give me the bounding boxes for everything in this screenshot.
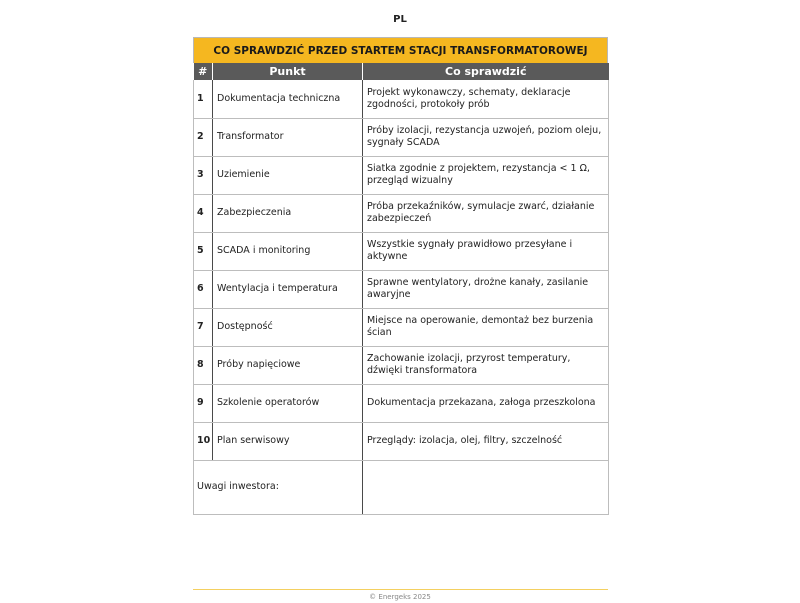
row-check: Projekt wykonawczy, schematy, deklaracje zgodności, protokoły prób — [363, 80, 609, 118]
row-check: Miejsce na operowanie, demontaż bez burzenia ścian — [363, 308, 609, 346]
row-number: 2 — [194, 118, 213, 156]
table-row — [194, 156, 609, 194]
column-header-number: # — [194, 63, 213, 80]
row-point: Wentylacja i temperatura — [213, 270, 363, 308]
table-row — [194, 308, 609, 346]
row-check: Przeglądy: izolacja, olej, filtry, szczelność — [363, 422, 609, 460]
row-point: Szkolenie operatorów — [213, 384, 363, 422]
row-number: 3 — [194, 156, 213, 194]
row-point: Uziemienie — [213, 156, 363, 194]
table-row — [194, 232, 609, 270]
column-header-check: Co sprawdzić — [363, 63, 609, 80]
row-number: 5 — [194, 232, 213, 270]
notes-row — [194, 460, 609, 514]
column-header-point: Punkt — [213, 63, 363, 80]
row-number: 6 — [194, 270, 213, 308]
table-row — [194, 80, 609, 118]
row-check: Wszystkie sygnały prawidłowo przesyłane i aktywne — [363, 232, 609, 270]
row-number: 9 — [194, 384, 213, 422]
row-check: Sprawne wentylatory, drożne kanały, zasilanie awaryjne — [363, 270, 609, 308]
row-number: 4 — [194, 194, 213, 232]
row-point: Dokumentacja techniczna — [213, 80, 363, 118]
row-check: Próba przekaźników, symulacje zwarć, działanie zabezpieczeń — [363, 194, 609, 232]
language-tag: PL — [393, 14, 407, 25]
row-point: Dostępność — [213, 308, 363, 346]
row-point: Próby napięciowe — [213, 346, 363, 384]
row-number: 7 — [194, 308, 213, 346]
table-row — [194, 270, 609, 308]
checklist-table — [193, 63, 609, 515]
row-check: Zachowanie izolacji, przyrost temperatury, dźwięki transformatora — [363, 346, 609, 384]
table-row — [194, 346, 609, 384]
table-body — [194, 80, 609, 514]
notes-field[interactable] — [363, 460, 609, 514]
footer — [0, 584, 800, 603]
table-header — [194, 63, 609, 80]
table-row — [194, 118, 609, 156]
checklist-title: CO SPRAWDZIĆ PRZED STARTEM STACJI TRANSFORMATOROWEJ — [193, 37, 608, 63]
row-point: Transformator — [213, 118, 363, 156]
row-point: Zabezpieczenia — [213, 194, 363, 232]
row-check: Dokumentacja przekazana, załoga przeszkolona — [363, 384, 609, 422]
row-point: Plan serwisowy — [213, 422, 363, 460]
row-check: Siatka zgodnie z projektem, rezystancja < 1 Ω, przegląd wizualny — [363, 156, 609, 194]
table-row — [194, 422, 609, 460]
table-row — [194, 384, 609, 422]
row-number: 10 — [194, 422, 213, 460]
checklist-sheet — [193, 37, 608, 515]
footer-copyright: © Energeks 2025 — [365, 593, 435, 601]
table-row — [194, 194, 609, 232]
row-number: 8 — [194, 346, 213, 384]
notes-label: Uwagi inwestora: — [194, 460, 363, 514]
row-number: 1 — [194, 80, 213, 118]
row-check: Próby izolacji, rezystancja uzwojeń, poziom oleju, sygnały SCADA — [363, 118, 609, 156]
row-point: SCADA i monitoring — [213, 232, 363, 270]
